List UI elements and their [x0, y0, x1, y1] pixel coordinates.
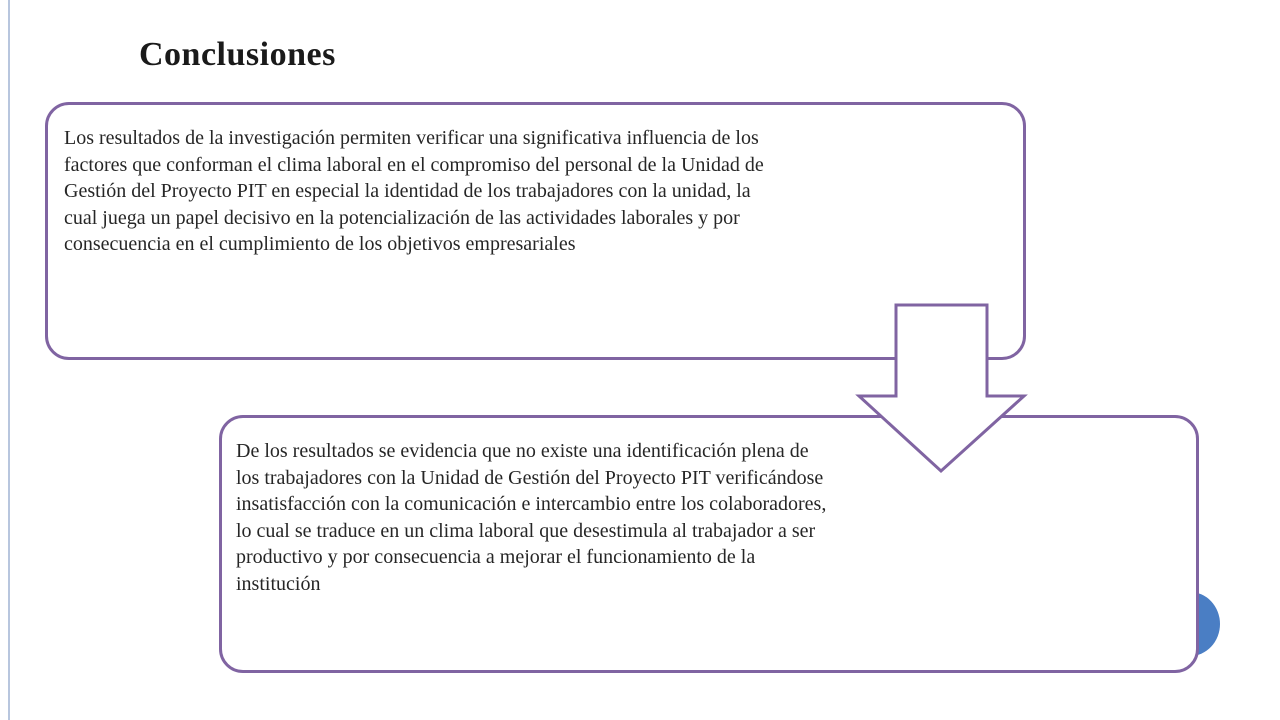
conclusion-text-2: De los resultados se evidencia que no existe una identificación plena de los trabajadores con la Unidad de Gestión del Proyecto PIT verificándose insatisfacción con la comunicación e intercambio entre los colaboradores, lo cual se traduce en un clima laboral que desestimula al trabajador a ser productivo y por consecuencia a mejorar el funcionamiento de la institución: [236, 440, 827, 595]
conclusion-box-2: [219, 415, 1199, 673]
left-border-line: [8, 0, 10, 720]
right-decorative-strip: [1226, 0, 1280, 720]
slide-title: Conclusiones: [139, 36, 336, 73]
conclusion-text-1: Los resultados de la investigación permiten verificar una significativa influencia de los factores que conforman el clima laboral en el compromiso del personal de la Unidad de Gestión del Proyecto PIT en especial la identidad de los trabajadores con la unidad, la cual juega un papel decisivo en la potencialización de las actividades laborales y por consecuencia en el cumplimiento de los objetivos empresariales: [64, 127, 764, 255]
down-arrow-icon: [855, 302, 1029, 476]
